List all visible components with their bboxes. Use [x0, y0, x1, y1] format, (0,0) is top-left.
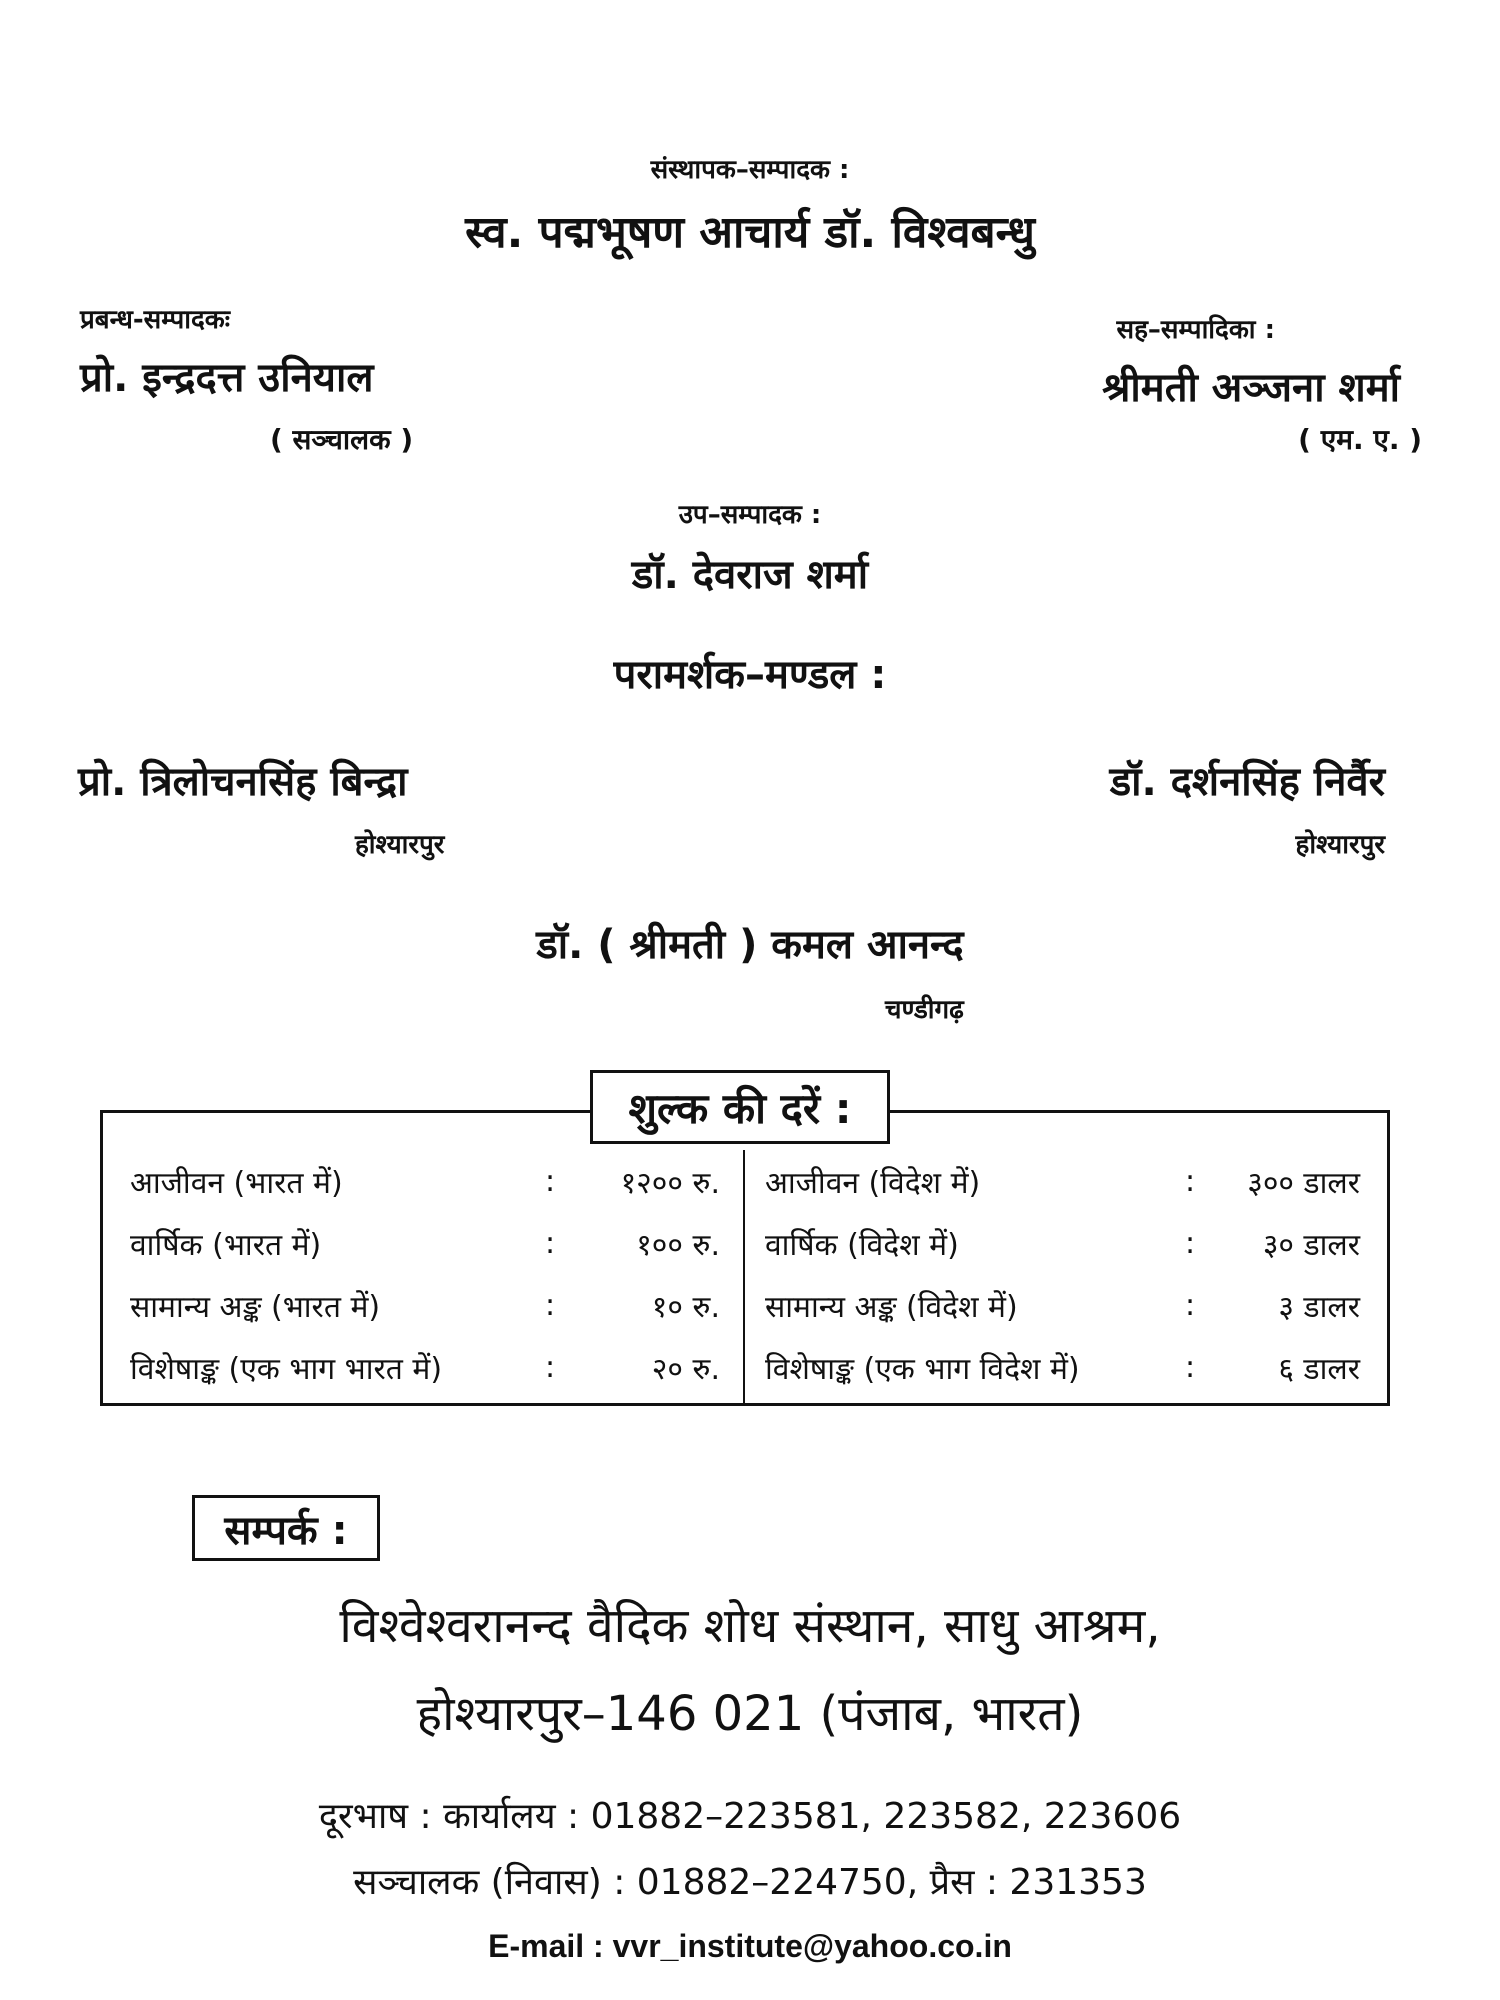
fee-row	[130, 1212, 720, 1274]
fee-amount: ३ डालर	[1278, 1289, 1360, 1325]
contact-phone-office: दूरभाष : कार्यालय : 01882–223581, 223582, 223606	[318, 1796, 1182, 1837]
co-editor-qualification: ( एम. ए. )	[1298, 423, 1422, 456]
contact-address-line1: विश्वेश्वरानन्द वैदिक शोध संस्थान, साधु आश्रम,	[339, 1598, 1161, 1654]
fee-row	[765, 1274, 1360, 1336]
managing-editor-role: ( सञ्चालक )	[270, 423, 414, 456]
fee-row	[130, 1150, 720, 1212]
fee-colon: :	[544, 1163, 556, 1199]
fee-colon: :	[1184, 1287, 1196, 1323]
advisor-place-3: चण्डीगढ़	[885, 995, 964, 1025]
fee-amount: १२०० रु.	[620, 1165, 720, 1201]
advisor-name-3: डॉ. ( श्रीमती ) कमल आनन्द	[536, 922, 964, 968]
fee-amount: ३० डालर	[1262, 1227, 1360, 1263]
fee-colon: :	[544, 1225, 556, 1261]
fee-colon: :	[544, 1349, 556, 1385]
fees-abroad-column	[765, 1150, 1360, 1398]
fee-row	[765, 1150, 1360, 1212]
fee-colon: :	[544, 1287, 556, 1323]
founder-label: संस्थापक–सम्पादक :	[650, 155, 850, 185]
contact-phone-residence: सञ्चालक (निवास) : 01882–224750, प्रैस : 231353	[353, 1862, 1147, 1903]
fee-amount: १०० रु.	[636, 1227, 720, 1263]
fees-india-column	[130, 1150, 720, 1398]
contact-address-line2: होश्यारपुर–146 021 (पंजाब, भारत)	[416, 1686, 1084, 1742]
contact-title: सम्पर्क :	[192, 1495, 380, 1561]
fee-row	[765, 1212, 1360, 1274]
fee-colon: :	[1184, 1163, 1196, 1199]
managing-editor-label: प्रबन्ध-सम्पादकः	[80, 305, 231, 335]
co-editor-name: श्रीमती अञ्जना शर्मा	[1102, 365, 1400, 411]
fee-row	[130, 1336, 720, 1398]
fee-label: आजीवन (भारत में)	[130, 1165, 343, 1201]
fee-label: वार्षिक (भारत में)	[130, 1227, 322, 1263]
fee-row	[765, 1336, 1360, 1398]
fee-colon: :	[1184, 1349, 1196, 1385]
fee-label: विशेषाङ्क (एक भाग भारत में)	[130, 1351, 443, 1387]
advisor-name-2: डॉ. दर्शनसिंह निर्वैर	[1109, 759, 1385, 805]
fee-label: आजीवन (विदेश में)	[765, 1165, 981, 1201]
advisor-name-1: प्रो. त्रिलोचनसिंह बिन्द्रा	[78, 759, 408, 805]
advisory-board-title: परामर्शक–मण्डल :	[613, 652, 887, 698]
fees-column-divider	[743, 1150, 745, 1406]
fee-amount: २० रु.	[651, 1351, 720, 1387]
co-editor-label: सह–सम्पादिका :	[1116, 315, 1275, 345]
advisor-place-1: होश्यारपुर	[355, 830, 445, 860]
fee-row	[130, 1274, 720, 1336]
fee-label: विशेषाङ्क (एक भाग विदेश में)	[765, 1351, 1080, 1387]
managing-editor-name: प्रो. इन्द्रदत्त उनियाल	[80, 355, 374, 401]
deputy-editor-label: उप–सम्पादक :	[678, 500, 822, 530]
founder-name: स्व. पद्मभूषण आचार्य डॉ. विश्वबन्धु	[465, 207, 1035, 258]
fees-title: शुल्क की दरें :	[590, 1070, 890, 1144]
fee-label: सामान्य अङ्क (विदेश में)	[765, 1289, 1018, 1325]
fee-amount: १० रु.	[651, 1289, 720, 1325]
fee-amount: ६ डालर	[1278, 1351, 1360, 1387]
deputy-editor-name: डॉ. देवराज शर्मा	[631, 552, 869, 598]
fee-amount: ३०० डालर	[1247, 1165, 1360, 1201]
advisor-place-2: होश्यारपुर	[1295, 830, 1385, 860]
fee-colon: :	[1184, 1225, 1196, 1261]
fee-label: सामान्य अङ्क (भारत में)	[130, 1289, 381, 1325]
fee-label: वार्षिक (विदेश में)	[765, 1227, 959, 1263]
contact-email[interactable]: E-mail : vvr_institute@yahoo.co.in	[488, 1928, 1012, 1964]
